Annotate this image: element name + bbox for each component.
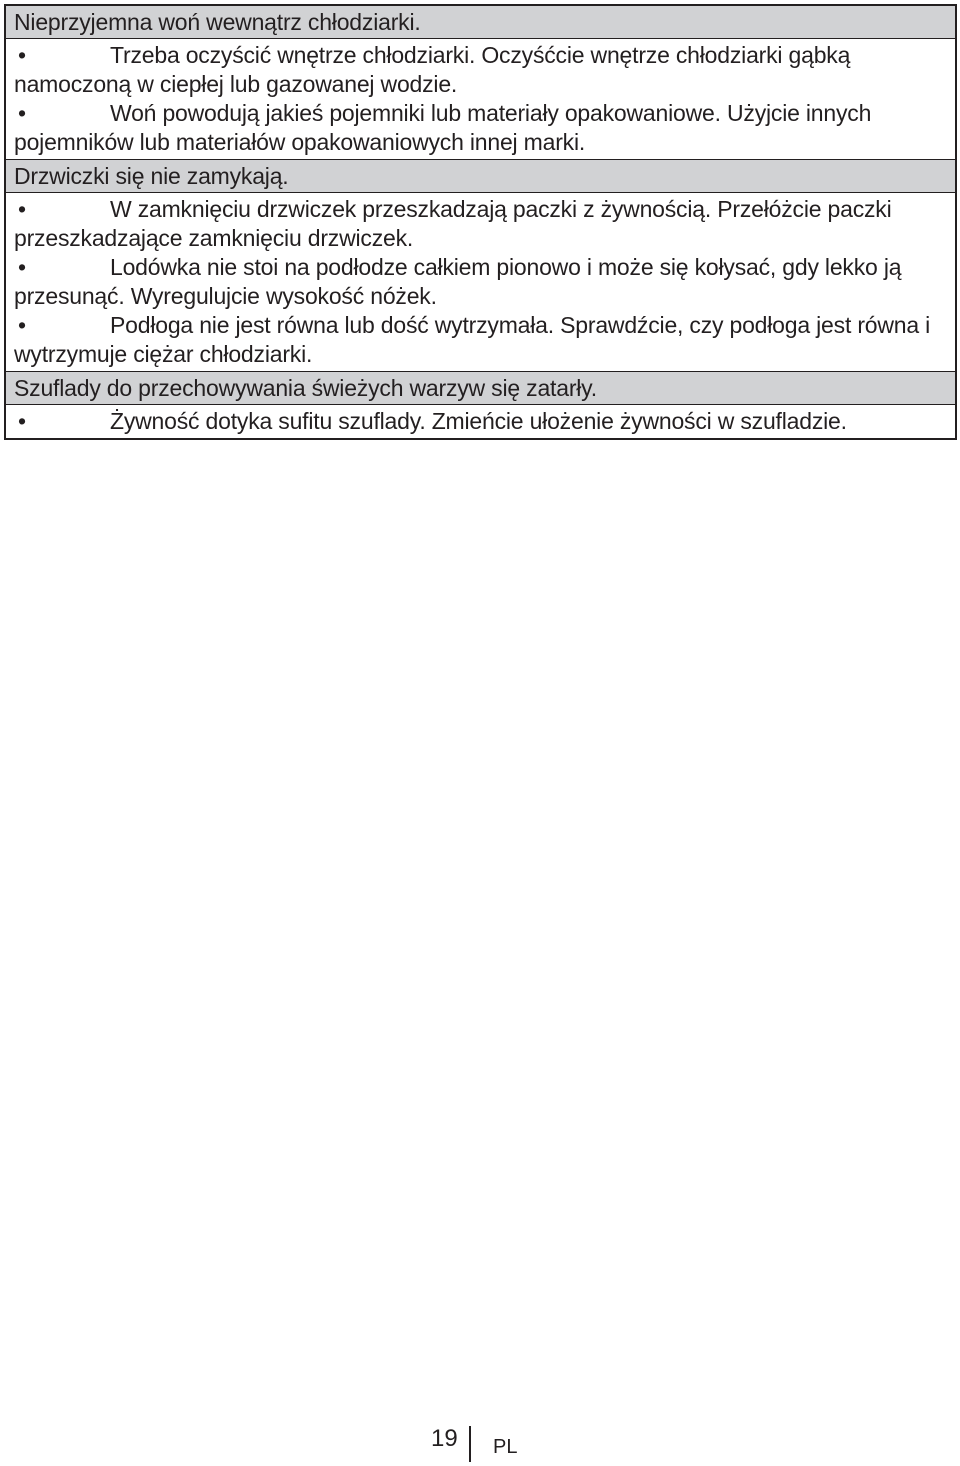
bullet-icon: • <box>18 408 26 434</box>
bullet-icon: • <box>18 254 26 280</box>
bullet-icon: • <box>18 42 26 68</box>
item-text: Podłoga nie jest równa lub dość wytrzymała. Sprawdźcie, czy podłoga jest równa i wytrzymuje ciężar chłodziarki. <box>14 312 931 367</box>
section-body <box>6 39 955 160</box>
section-unpleasant-odor <box>6 6 955 160</box>
bullet-icon: • <box>18 196 26 222</box>
list-item <box>14 195 947 253</box>
section-drawers-stuck <box>6 372 955 438</box>
list-item <box>14 253 947 311</box>
item-text: W zamknięciu drzwiczek przeszkadzają paczki z żywnością. Przełóżcie paczki przeszkadzające zamknięciu drzwiczek. <box>14 196 892 251</box>
item-text: Żywność dotyka sufitu szuflady. Zmieńcie ułożenie żywności w szufladzie. <box>110 408 847 434</box>
section-body <box>6 193 955 372</box>
list-item <box>14 311 947 369</box>
bullet-icon: • <box>18 312 26 338</box>
footer-divider <box>469 1426 471 1462</box>
section-door-not-closing <box>6 160 955 372</box>
bullet-icon: • <box>18 100 26 126</box>
list-item <box>14 407 947 436</box>
item-text: Trzeba oczyścić wnętrze chłodziarki. Oczyśćcie wnętrze chłodziarki gąbką namoczoną w ciepłej lub gazowanej wodzie. <box>14 42 851 97</box>
section-header: Drzwiczki się nie zamykają. <box>6 160 955 193</box>
troubleshooting-table <box>4 4 957 440</box>
language-code: PL <box>493 1436 518 1458</box>
section-header: Szuflady do przechowywania świeżych warzyw się zatarły. <box>6 372 955 405</box>
page-footer <box>0 1424 960 1464</box>
item-text: Woń powodują jakieś pojemniki lub materiały opakowaniowe. Użyjcie innych pojemników lub materiałów opakowaniowych innej marki. <box>14 100 872 155</box>
list-item <box>14 41 947 99</box>
page-number: 19 <box>431 1425 458 1452</box>
section-body <box>6 405 955 438</box>
list-item <box>14 99 947 157</box>
section-header: Nieprzyjemna woń wewnątrz chłodziarki. <box>6 6 955 39</box>
item-text: Lodówka nie stoi na podłodze całkiem pionowo i może się kołysać, gdy lekko ją przesunąć. Wyregulujcie wysokość nóżek. <box>14 254 902 309</box>
